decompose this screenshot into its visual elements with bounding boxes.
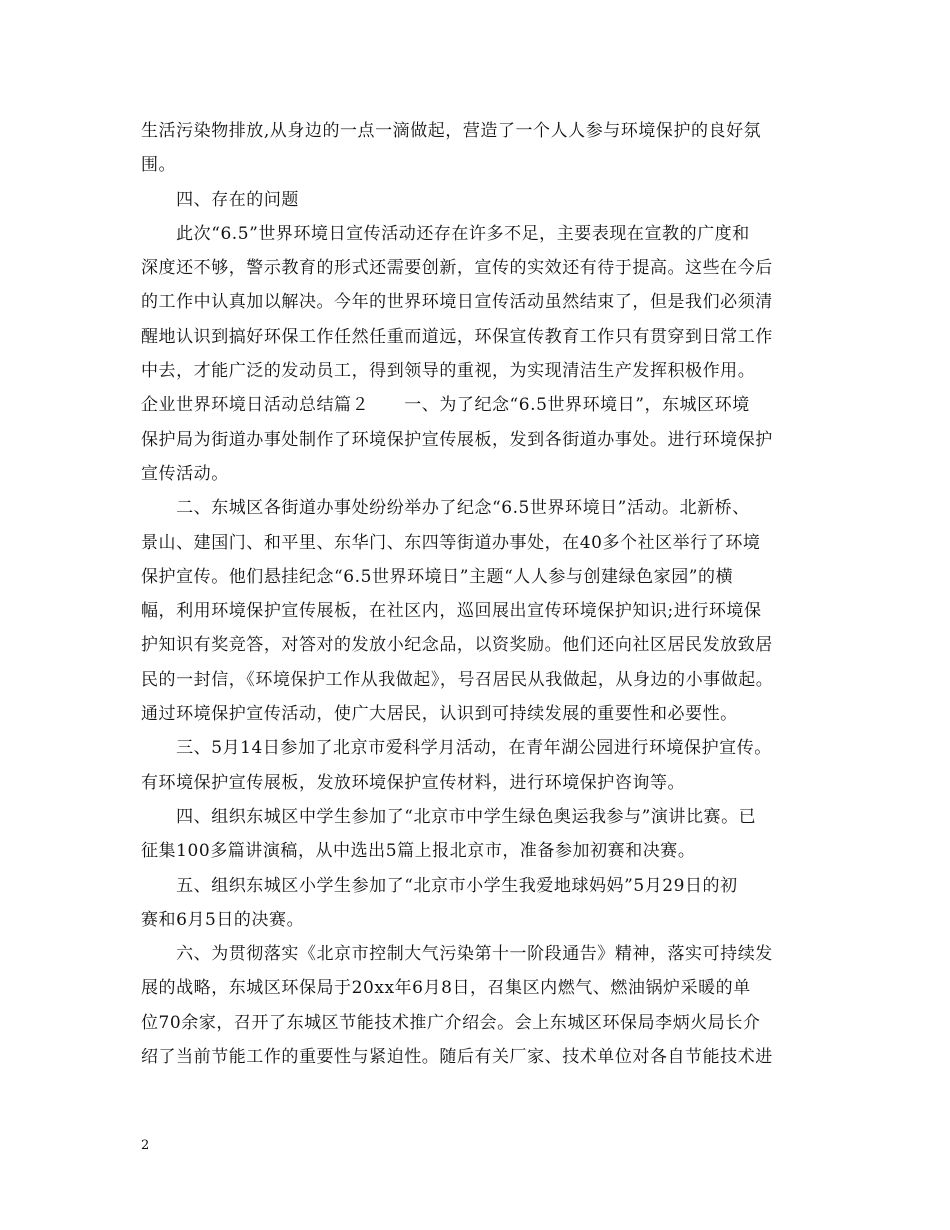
text-line: 幅，利用环境保护宣传展板，在社区内，巡回展出宣传环境保护知识;进行环境保 bbox=[141, 601, 762, 622]
text-line: 景山、建国门、和平里、东华门、东四等街道办事处，在40多个社区举行了环境 bbox=[141, 532, 761, 553]
text-line: 的工作中认真加以解决。今年的世界环境日宣传活动虽然结束了，但是我们必须清 bbox=[141, 292, 773, 313]
text-line: 六、为贯彻落实《北京市控制大气污染第十一阶段通告》精神，落实可持续发 bbox=[141, 944, 773, 965]
text-line: 围。 bbox=[141, 155, 177, 176]
text-line: 中去，才能广泛的发动员工，得到领导的重视，为实现清洁生产发挥积极作用。 bbox=[141, 361, 756, 382]
text-line: 保护局为街道办事处制作了环境保护宣传展板，发到各街道办事处。进行环境保护 bbox=[141, 429, 773, 450]
text-line: 企业世界环境日活动总结篇２ 一、为了纪念“6.5世界环境日”，东城区环境 bbox=[141, 395, 750, 416]
text-line: 位70余家，召开了东城区节能技术推广介绍会。会上东城区环保局李炳火局长介 bbox=[141, 1012, 761, 1033]
text-line: 征集100多篇讲演稿，从中选出5篇上报北京市，准备参加初赛和决赛。 bbox=[141, 841, 696, 862]
page-number: 2 bbox=[141, 1138, 150, 1153]
text-line: 通过环境保护宣传活动，使广大居民，认识到可持续发展的重要性和必要性。 bbox=[141, 704, 738, 725]
text-line: 生活污染物排放,从身边的一点一滴做起，营造了一个人人参与环境保护的良好氛 bbox=[141, 121, 762, 141]
text-line: 绍了当前节能工作的重要性与紧迫性。随后有关厂家、技术单位对各自节能技术进 bbox=[141, 1047, 773, 1068]
text-line: 五、组织东城区小学生参加了“北京市小学生我爱地球妈妈”5月29日的初 bbox=[141, 875, 738, 896]
text-line: 保护宣传。他们悬挂纪念“6.5世界环境日”主题“人人参与创建绿色家园”的横 bbox=[141, 566, 734, 587]
text-line: 三、5月14日参加了北京市爱科学月活动，在青年湖公园进行环境保护宣传。 bbox=[141, 738, 772, 759]
text-line: 护知识有奖竞答，对答对的发放小纪念品，以资奖励。他们还向社区居民发放致居 bbox=[141, 635, 773, 656]
text-line: 赛和6月5日的决赛。 bbox=[141, 909, 305, 930]
text-line: 醒地认识到搞好环保工作任然任重而道远，环保宣传教育工作只有贯穿到日常工作 bbox=[141, 326, 773, 347]
text-line: 展的战略，东城区环保局于20xx年6月8日，召集区内燃气、燃油锅炉采暖的单 bbox=[141, 978, 751, 999]
section-heading: 四、存在的问题 bbox=[141, 189, 299, 210]
text-line: 此次“6.5”世界环境日宣传活动还存在许多不足，主要表现在宣教的广度和 bbox=[141, 223, 750, 244]
text-line: 深度还不够，警示教育的形式还需要创新，宣传的实效还有待于提高。这些在今后 bbox=[141, 258, 773, 279]
body-text bbox=[141, 114, 841, 1074]
text-line: 二、东城区各街道办事处纷纷举办了纪念“6.5世界环境日”活动。北新桥、 bbox=[141, 498, 750, 519]
text-line: 宣传活动。 bbox=[141, 463, 229, 484]
text-line: 民的一封信，《环境保护工作从我做起》，号召居民从我做起，从身边的小事做起。 bbox=[141, 669, 774, 690]
text-line: 有环境保护宣传展板，发放环境保护宣传材料，进行环境保护咨询等。 bbox=[141, 772, 686, 793]
text-line: 四、组织东城区中学生参加了“北京市中学生绿色奥运我参与”演讲比赛。已 bbox=[141, 806, 757, 827]
